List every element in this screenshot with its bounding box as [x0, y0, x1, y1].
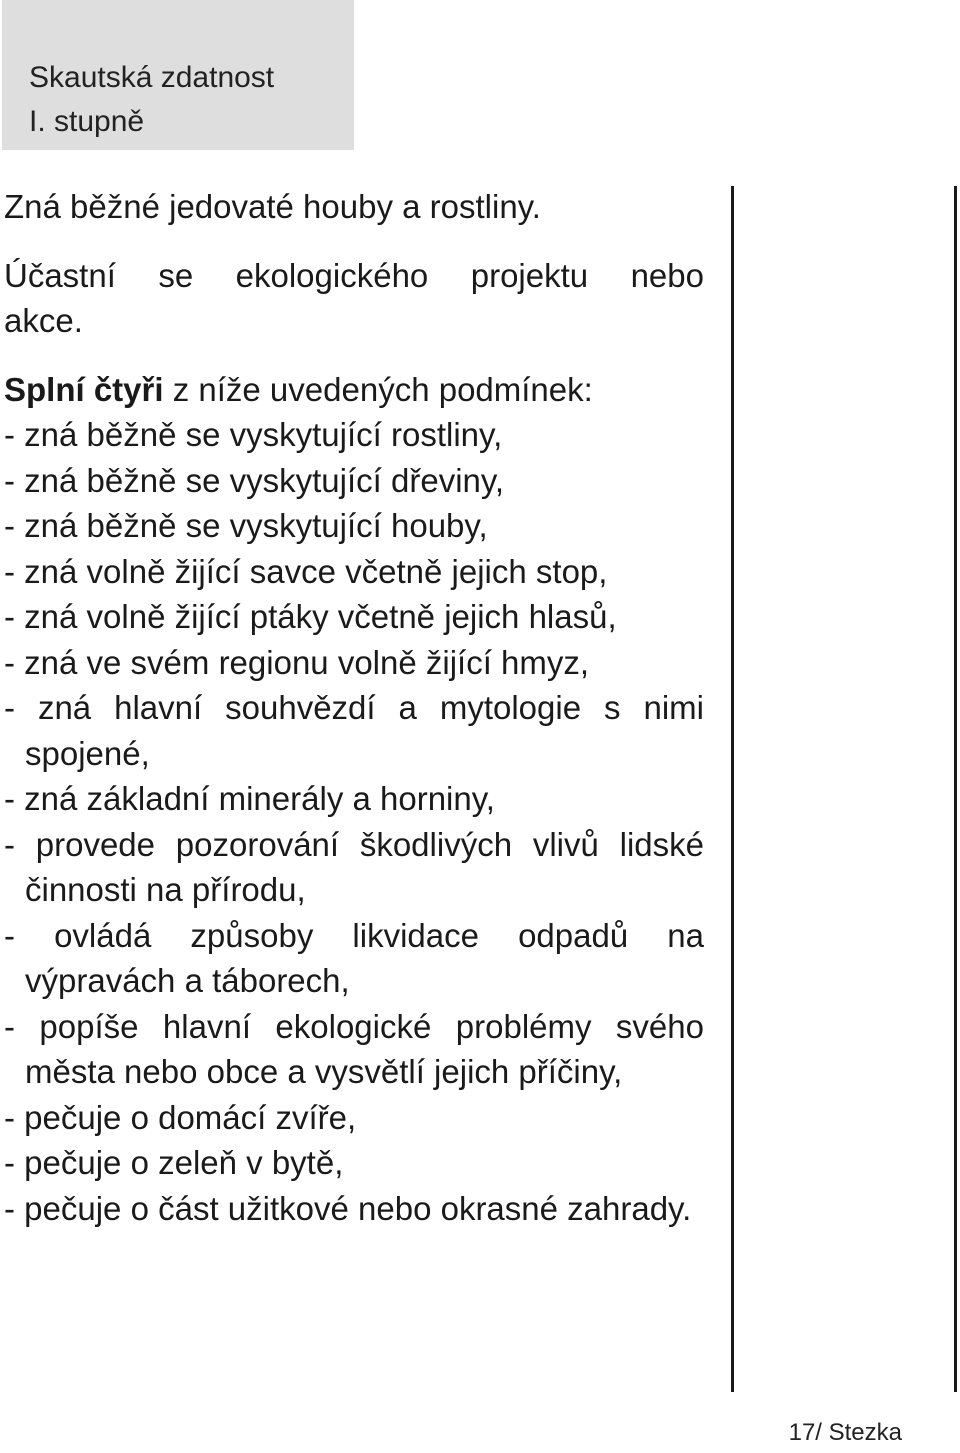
section-header-box	[2, 0, 354, 150]
list-item: - zná volně žijící ptáky včetně jejich hlasů,	[4, 598, 617, 635]
list-item: - zná ve svém regionu volně žijící hmyz,	[4, 643, 590, 681]
list-item: - zná běžně se vyskytující dřeviny,	[4, 461, 505, 499]
paragraph-project-line2: akce.	[4, 302, 83, 339]
paragraph-project-line1: Účastní se ekologického projektu nebo	[4, 256, 704, 294]
requirements-text	[4, 184, 704, 1231]
conditions-list	[4, 412, 704, 1231]
signature-column-right-rule	[954, 186, 957, 1392]
list-item: - zná hlavní souhvězdí a mytologie s nimi spojené,	[4, 689, 704, 772]
list-item: - ovládá způsoby likvidace odpadů na výpravách a táborech,	[4, 916, 704, 999]
list-item: - zná základní minerály a horniny,	[4, 780, 495, 817]
list-item: - pečuje o zeleň v bytě,	[4, 1144, 344, 1181]
list-item: - zná běžně se vyskytující rostliny,	[4, 416, 503, 453]
list-item: - provede pozorování škodlivých vlivů lidské činnosti na přírodu,	[4, 825, 704, 908]
list-item: - pečuje o část užitkové nebo okrasné zahrady.	[4, 1189, 692, 1227]
paragraph-conditions	[4, 367, 704, 413]
paragraph-project	[4, 253, 704, 344]
section-title-line1: Skautská zdatnost	[29, 61, 275, 94]
list-item: - zná volně žijící savce včetně jejich stop,	[4, 552, 608, 590]
paragraph-poisonous: Zná běžné jedovaté houby a rostliny.	[4, 188, 541, 225]
conditions-bold: Splní čtyři	[4, 370, 164, 408]
conditions-rest: z níže uvedených podmínek:	[163, 370, 593, 408]
list-item: - pečuje o domácí zvíře,	[4, 1098, 357, 1136]
list-item: - zná běžně se vyskytující houby,	[4, 507, 488, 544]
page-number: 17/ Stezka	[788, 1419, 902, 1446]
section-title-line2: I. stupně	[29, 105, 145, 138]
signature-column-left-rule	[731, 186, 734, 1392]
list-item: - popíše hlavní ekologické problémy svého města nebo obce a vysvětlí jejich příčiny,	[4, 1007, 704, 1090]
